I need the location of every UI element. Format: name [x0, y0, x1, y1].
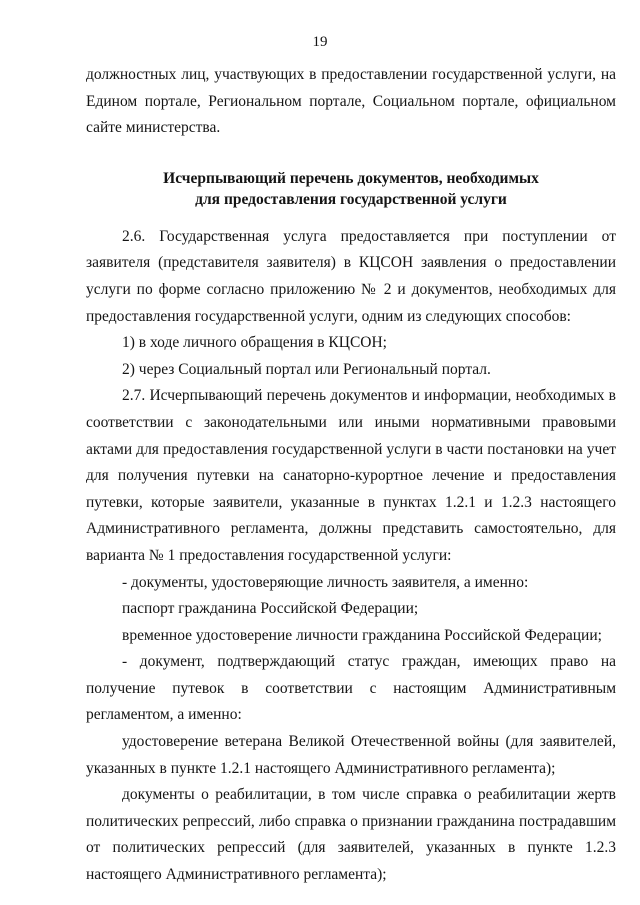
- list-item-status-document: - документ, подтверждающий статус граждан, имеющих право на получение путевок в соответствии с настоящим Административным регламентом, а именно:: [86, 653, 616, 724]
- submission-way-1: 1) в ходе личного обращения в КЦСОН;: [122, 334, 387, 352]
- list-item-veteran-certificate: удостоверение ветерана Великой Отечественной войны (для заявителей, указанных в пункте 1.2.1 настоящего Административного регламента);: [86, 733, 616, 777]
- paragraph-2-6: 2.6. Государственная услуга предоставляется при поступлении от заявителя (представителя заявителя) в КЦСОН заявления о предоставлении услуги по форме согласно приложению № 2 и документов, необходимых для предоставления государственной услуги, одним из следующих способов:: [86, 227, 616, 325]
- submission-way-2: 2) через Социальный портал или Региональный портал.: [122, 360, 491, 378]
- section-heading-line-2: для предоставления государственной услуги: [195, 190, 507, 208]
- list-item-rehabilitation-documents: документы о реабилитации, в том числе справка о реабилитации жертв политических репрессий, либо справка о признании гражданина пострадавшим от политических репрессий (для заявителей, указанных в пункте 1.2.3 настоящего Административного регламента);: [86, 786, 616, 884]
- list-item-passport: паспорт гражданина Российской Федерации;: [122, 600, 419, 618]
- intro-paragraph: должностных лиц, участвующих в предоставлении государственной услуги, на Едином портале, Региональном портале, Социальном портале, официальном сайте министерства.: [86, 66, 616, 137]
- section-heading: [86, 168, 616, 210]
- paragraph-2-7: 2.7. Исчерпывающий перечень документов и информации, необходимых в соответствии с законодательными или иными нормативными правовыми актами для предоставления государственной услуги в части постановки на учет для получения путевки на санаторно-курортное лечение и предоставления путевки, которые заявители, указанные в пунктах 1.2.1 и 1.2.3 настоящего Административного регламента, должны представить самостоятельно, для варианта № 1 предоставления государственной услуги:: [86, 387, 616, 564]
- section-heading-line-1: Исчерпывающий перечень документов, необходимых: [163, 169, 539, 187]
- document-body: [86, 62, 616, 889]
- page-number: 19: [312, 34, 328, 50]
- list-item-identity-documents: - документы, удостоверяющие личность заявителя, а именно:: [122, 573, 529, 591]
- list-item-temporary-id: временное удостоверение личности гражданина Российской Федерации;: [122, 626, 602, 644]
